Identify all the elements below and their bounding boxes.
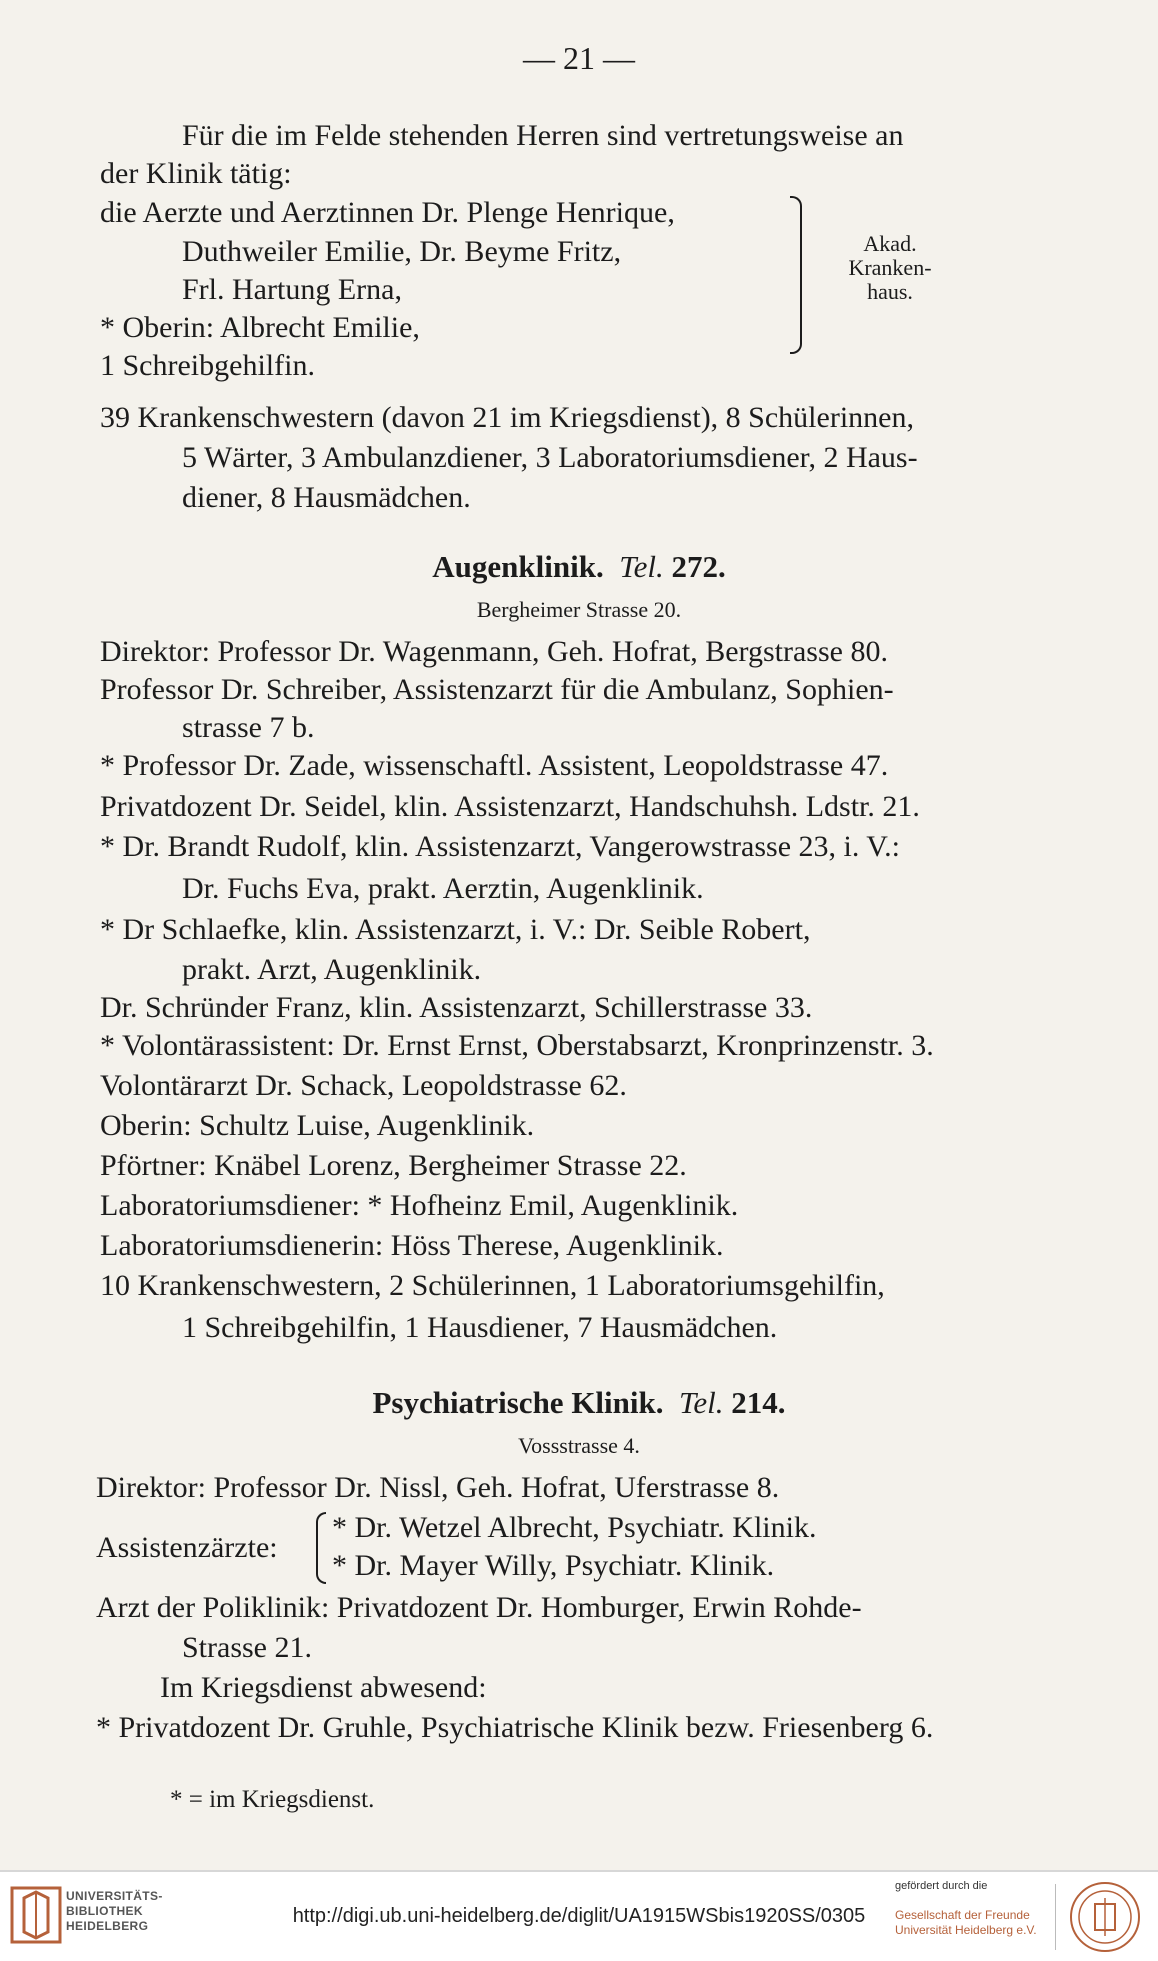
text-line: * Privatdozent Dr. Gruhle, Psychiatrische Klinik bezw. Friesenberg 6. [96,1711,934,1744]
text-line: Laboratoriumsdienerin: Höss Therese, Augenklinik. [100,1229,724,1262]
text-line: * Dr Schlaefke, klin. Assistenzarzt, i. V.: Dr. Seible Robert, [100,913,811,946]
section-heading-psychiatrie [0,1384,1158,1422]
footnote: * = im Kriegsdienst. [170,1786,375,1813]
text-line: Dr. Fuchs Eva, prakt. Aerztin, Augenklinik. [182,872,704,905]
section-title: Augenklinik. [432,549,604,584]
tel-label: Tel. [679,1385,724,1420]
text-line: 1 Schreibgehilfin, 1 Hausdiener, 7 Hausmädchen. [182,1311,778,1344]
text-line: Dr. Schründer Franz, klin. Assistenzarzt, Schillerstrasse 33. [100,991,813,1024]
text-line: Laboratoriumsdiener: * Hofheinz Emil, Augenklinik. [100,1189,739,1222]
text-line: 5 Wärter, 3 Ambulanzdiener, 3 Laboratoriumsdiener, 2 Haus- [182,441,918,474]
uni-line: HEIDELBERG [66,1919,149,1933]
text-line: * Professor Dr. Zade, wissenschaftl. Assistent, Leopoldstrasse 47. [100,749,889,782]
text-line: * Dr. Mayer Willy, Psychiatr. Klinik. [332,1549,775,1582]
text-line: 10 Krankenschwestern, 2 Schülerinnen, 1 Laboratoriumsgehilfin, [100,1269,885,1302]
akad-label-line: Akad. [863,231,917,256]
university-seal-icon [1068,1880,1142,1954]
text-line: * Oberin: Albrecht Emilie, [100,311,420,344]
text-line: Im Kriegsdienst abwesend: [160,1671,487,1704]
text-line: 39 Krankenschwestern (davon 21 im Kriegsdienst), 8 Schülerinnen, [100,401,914,434]
section-heading-augenklinik [0,548,1158,586]
text-line: 1 Schreibgehilfin. [100,349,315,382]
text-line: prakt. Arzt, Augenklinik. [182,953,482,986]
page-number: — 21 — [523,40,635,76]
text-line: * Volontärassistent: Dr. Ernst Ernst, Oberstabsarzt, Kronprinzenstr. 3. [100,1029,934,1062]
akad-label-line: Kranken- [848,255,932,280]
text-line: Strasse 21. [182,1631,312,1664]
section-title: Psychiatrische Klinik. [372,1385,664,1420]
sponsor-line: Universität Heidelberg e.V. [895,1923,1037,1937]
brace-left [316,1512,326,1584]
uni-line: UNIVERSITÄTS- [66,1889,163,1903]
text-line: die Aerzte und Aerztinnen Dr. Plenge Henrique, [100,196,675,229]
tel-label: Tel. [619,549,664,584]
text-line: Für die im Felde stehenden Herren sind vertretungsweise an [182,119,904,152]
text-line: * Dr. Brandt Rudolf, klin. Assistenzarzt, Vangerowstrasse 23, i. V.: [100,830,900,863]
sponsor-line: Gesellschaft der Freunde [895,1908,1030,1922]
text-line: diener, 8 Hausmädchen. [182,481,471,514]
brace-right [790,196,802,354]
akad-krankenhaus-label [835,232,945,304]
text-line: Oberin: Schultz Luise, Augenklinik. [100,1109,535,1142]
text-line: Privatdozent Dr. Seidel, klin. Assistenzarzt, Handschuhsh. Ldstr. 21. [100,790,920,823]
text-line: * Dr. Wetzel Albrecht, Psychiatr. Klinik. [332,1511,817,1544]
text-line: Frl. Hartung Erna, [182,273,402,306]
section-address: Vossstrasse 4. [518,1433,640,1458]
text-line: Professor Dr. Schreiber, Assistenzarzt für die Ambulanz, Sophien- [100,673,894,706]
text-line: Pförtner: Knäbel Lorenz, Bergheimer Strasse 22. [100,1149,687,1182]
footer-divider [1055,1884,1056,1950]
tel-number: 214. [731,1385,786,1420]
text-line: Direktor: Professor Dr. Wagenmann, Geh. Hofrat, Bergstrasse 80. [100,635,888,668]
text-line: Arzt der Poliklinik: Privatdozent Dr. Homburger, Erwin Rohde- [96,1591,862,1624]
akad-label-line: haus. [867,279,913,304]
text-line: Direktor: Professor Dr. Nissl, Geh. Hofrat, Uferstrasse 8. [96,1471,780,1504]
sponsor-line: gefördert durch die [895,1880,988,1892]
assistenz-label: Assistenzärzte: [96,1531,278,1564]
text-line: Volontärarzt Dr. Schack, Leopoldstrasse 62. [100,1069,627,1102]
footer-bar [0,1870,1158,1961]
source-url-link[interactable]: http://digi.ub.uni-heidelberg.de/diglit/UA1915WSbis1920SS/0305 [292,1905,866,1927]
text-line: Duthweiler Emilie, Dr. Beyme Fritz, [182,235,622,268]
sponsor-block [895,1880,1055,1938]
tel-number: 272. [671,549,726,584]
text-line: strasse 7 b. [182,711,315,744]
section-address: Bergheimer Strasse 20. [476,597,682,622]
uni-line: BIBLIOTHEK [66,1904,143,1918]
text-line: der Klinik tätig: [100,157,292,190]
